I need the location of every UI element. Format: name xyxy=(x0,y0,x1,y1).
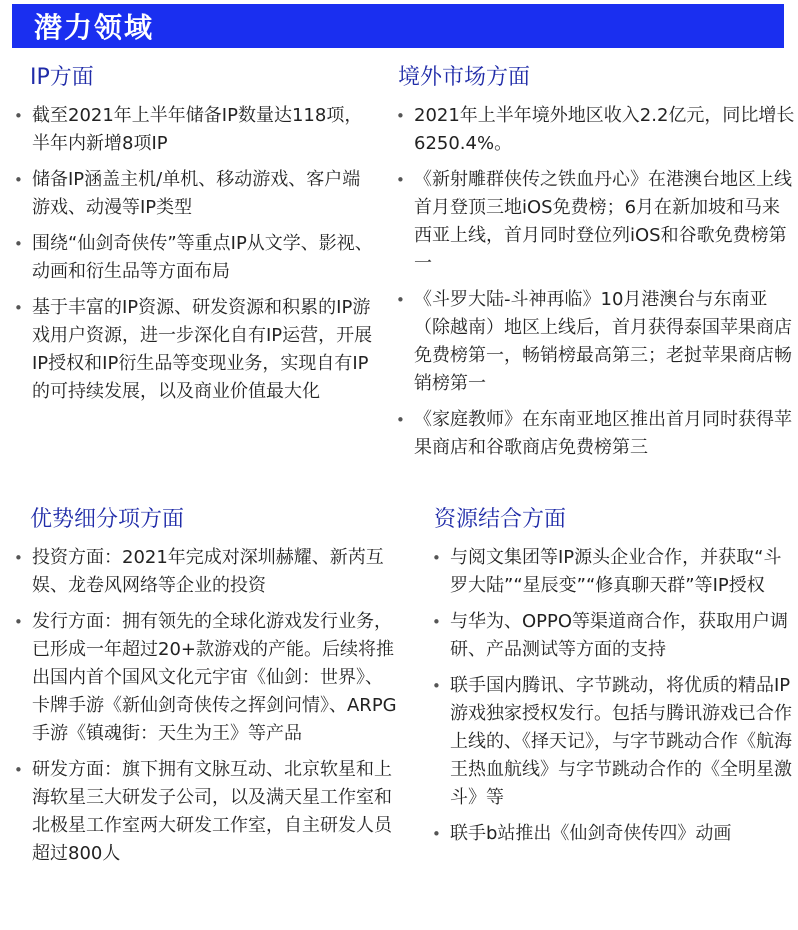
list-item: • 联手国内腾讯、字节跳动，将优质的精品IP游戏独家授权发行。包括与腾讯游戏已合作上线的、《择天记》，与字节跳动合作《航海王热血航线》与字节跳动合作的《全明星激斗》等 xyxy=(432,672,794,812)
list-item: • 研发方面：旗下拥有文脉互动、北京软星和上海软星三大研发子公司，以及满天星工作室和北极星工作室两大研发工作室，自主研发人员超过800人 xyxy=(14,756,399,868)
banner-title: 潜力领域 xyxy=(34,11,155,44)
list-item: • 发行方面：拥有领先的全球化游戏发行业务，已形成一年超过20+款游戏的产能。后续将推出国内首个国风文化元宇宙《仙剑：世界》、卡牌手游《新仙剑奇侠传之挥剑问情》、ARPG手游《镇魂街：天生为王》等产品 xyxy=(14,608,399,748)
resources-section-title: 资源结合方面 xyxy=(434,507,567,532)
resources-list xyxy=(432,544,794,848)
list-item: • 截至2021年上半年储备IP数量达118项，半年内新增8项IP xyxy=(14,102,374,158)
overseas-list xyxy=(396,102,796,462)
list-item: • 与阅文集团等IP源头企业合作，并获取“斗罗大陆”“星辰变”“修真聊天群”等IP授权 xyxy=(432,544,794,600)
list-item: • 《新射雕群侠传之铁血丹心》在港澳台地区上线首月登顶三地iOS免费榜；6月在新加坡和马来西亚上线，首月同时登位列iOS和谷歌免费榜第一 xyxy=(396,166,796,278)
list-item: • 《家庭教师》在东南亚地区推出首月同时获得苹果商店和谷歌商店免费榜第三 xyxy=(396,406,796,462)
advantage-section xyxy=(14,506,399,876)
list-item: • 与华为、OPPO等渠道商合作，获取用户调研、产品测试等方面的支持 xyxy=(432,608,794,664)
list-item: • 《斗罗大陆-斗神再临》10月港澳台与东南亚（除越南）地区上线后，首月获得泰国苹果商店免费榜第一，畅销榜最高第三；老挝苹果商店畅销榜第一 xyxy=(396,286,796,398)
list-item: • 联手b站推出《仙剑奇侠传四》动画 xyxy=(432,820,794,848)
advantage-list xyxy=(14,544,399,868)
ip-section xyxy=(14,64,374,414)
list-item: • 储备IP涵盖主机/单机、移动游戏、客户端游戏、动漫等IP类型 xyxy=(14,166,374,222)
advantage-section-title: 优势细分项方面 xyxy=(30,507,185,532)
list-item: • 2021年上半年境外地区收入2.2亿元，同比增长6250.4%。 xyxy=(396,102,796,158)
resources-section xyxy=(432,506,794,856)
list-item: • 基于丰富的IP资源、研发资源和积累的IP游戏用户资源，进一步深化自有IP运营，开展IP授权和IP衍生品等变现业务，实现自有IP的可持续发展，以及商业价值最大化 xyxy=(14,294,374,406)
list-item: • 投资方面：2021年完成对深圳赫耀、新芮互娱、龙卷风网络等企业的投资 xyxy=(14,544,399,600)
ip-section-title: IP方面 xyxy=(30,65,94,90)
section-banner xyxy=(12,4,784,48)
ip-list xyxy=(14,102,374,406)
overseas-section xyxy=(396,64,796,470)
list-item: • 围绕“仙剑奇侠传”等重点IP从文学、影视、动画和衍生品等方面布局 xyxy=(14,230,374,286)
overseas-section-title: 境外市场方面 xyxy=(398,65,531,90)
